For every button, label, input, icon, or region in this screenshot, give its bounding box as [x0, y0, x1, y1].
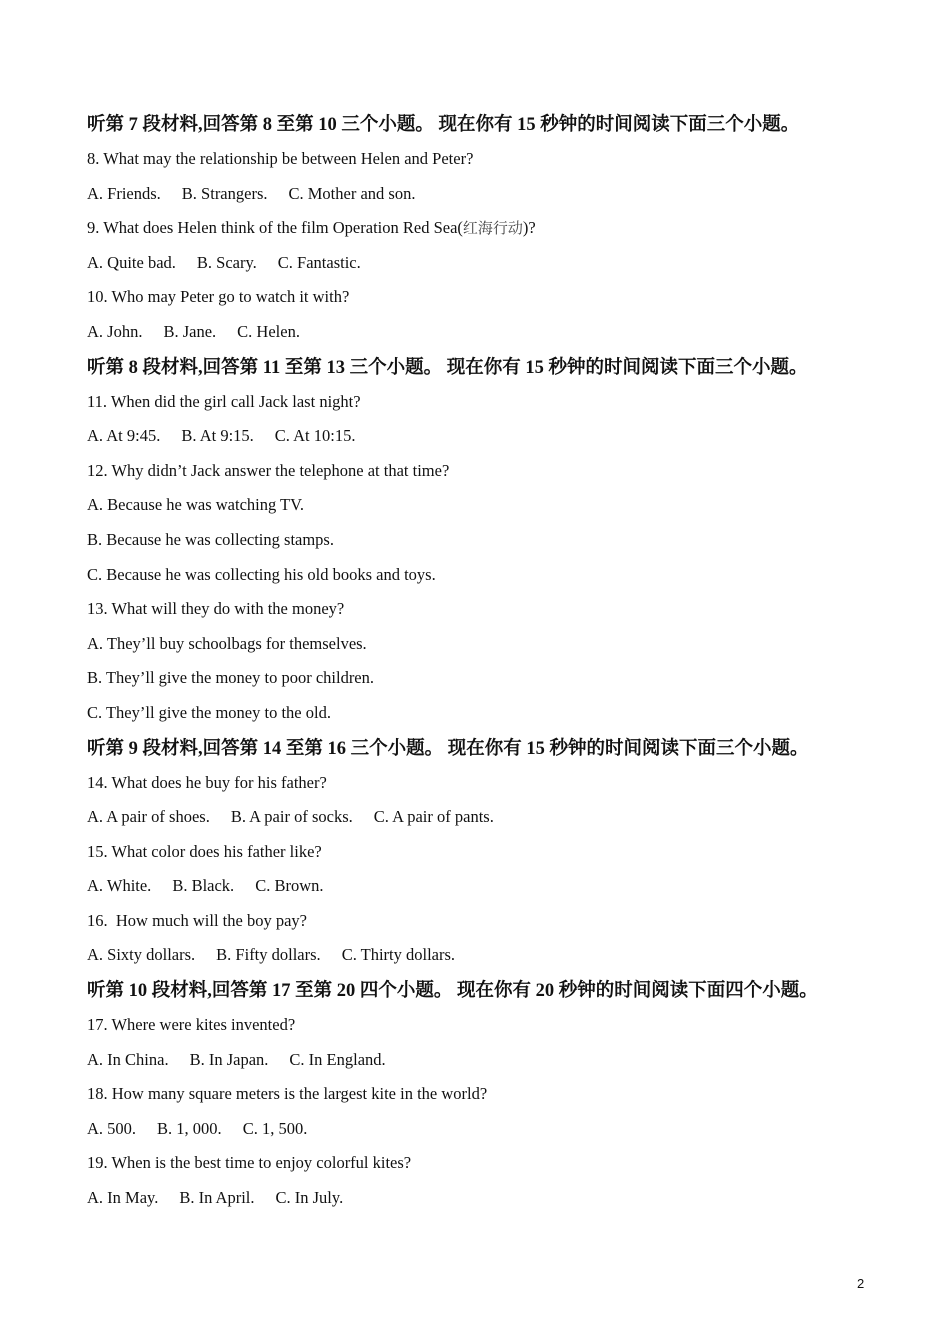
page-number: 2 [857, 1276, 865, 1291]
option-c: C. A pair of pants. [373, 807, 494, 827]
option-a: A. John. [87, 321, 143, 341]
option-a: A. 500. [87, 1118, 137, 1138]
option-a: A. In May. [87, 1188, 159, 1208]
option-a: A. In China. [87, 1049, 169, 1069]
question-text: 10. Who may Peter go to watch it with? [87, 287, 350, 307]
question-text: 16. How much will the boy pay? [87, 910, 307, 930]
option-c: C. Helen. [237, 321, 300, 341]
option-b: B. Scary. [196, 252, 257, 272]
option-row [87, 1188, 877, 1208]
option-row [87, 184, 877, 204]
option-c: C. In July. [275, 1188, 344, 1208]
option-b: B. Black. [172, 876, 235, 896]
option-c: C. 1, 500. [242, 1118, 308, 1138]
question-text: 15. What color does his father like? [87, 841, 322, 861]
option-a: A. They’ll buy schoolbags for themselves. [87, 633, 367, 653]
question-text-part: )? [522, 218, 536, 238]
option-b: B. Jane. [163, 321, 217, 341]
option-c: C. In England. [289, 1049, 386, 1069]
option-c: C. Because he was collecting his old books and toys. [87, 564, 436, 584]
section-heading: 听第 7 段材料,回答第 8 至第 10 三个小题。 现在你有 15 秒钟的时间阅读下面三个小题。 [87, 115, 800, 135]
option-b: B. Strangers. [181, 183, 268, 203]
option-row [87, 1119, 877, 1139]
option-a: A. At 9:45. [87, 426, 161, 446]
option-a: A. Sixty dollars. [87, 945, 196, 965]
question-text: 18. How many square meters is the largest kite in the world? [87, 1084, 488, 1104]
document-body [87, 114, 877, 1223]
option-a: A. Because he was watching TV. [87, 495, 305, 515]
option-row [87, 876, 877, 896]
question-text: 19. When is the best time to enjoy colorful kites? [87, 1153, 412, 1173]
option-row [87, 1050, 877, 1070]
option-a: A. White. [87, 876, 152, 896]
option-b: B. In April. [179, 1188, 255, 1208]
question-text-part: 9. What does Helen think of the film Operation Red Sea( [87, 218, 463, 238]
option-row [87, 807, 877, 827]
option-c: C. Mother and son. [288, 183, 416, 203]
option-c: C. They’ll give the money to the old. [87, 702, 331, 722]
option-b: B. At 9:15. [181, 426, 254, 446]
question-text: 11. When did the girl call Jack last night? [87, 391, 361, 411]
option-c: C. Fantastic. [277, 252, 361, 272]
option-row [87, 322, 877, 342]
option-a: A. Friends. [87, 183, 161, 203]
option-row [87, 253, 877, 273]
option-b: B. A pair of socks. [230, 807, 353, 827]
option-c: C. At 10:15. [274, 426, 356, 446]
question-text: 12. Why didn’t Jack answer the telephone at that time? [87, 460, 450, 480]
option-c: C. Thirty dollars. [341, 945, 456, 965]
option-row [87, 945, 877, 965]
question-text: 13. What will they do with the money? [87, 599, 345, 619]
option-a: A. Quite bad. [87, 252, 176, 272]
option-row [87, 426, 877, 446]
option-c: C. Brown. [255, 876, 324, 896]
question-text: 8. What may the relationship be between Helen and Peter? [87, 149, 474, 168]
section-heading: 听第 8 段材料,回答第 11 至第 13 三个小题。 现在你有 15 秒钟的时间阅读下面三个小题。 [87, 357, 808, 378]
question-text: 14. What does he buy for his father? [87, 772, 327, 792]
option-b: B. In Japan. [189, 1049, 269, 1069]
option-a: A. A pair of shoes. [87, 807, 210, 827]
option-b: B. Because he was collecting stamps. [87, 529, 334, 549]
section-heading: 听第 9 段材料,回答第 14 至第 16 三个小题。 现在你有 15 秒钟的时间阅读下面三个小题。 [87, 738, 809, 759]
question-text: 17. Where were kites invented? [87, 1015, 296, 1035]
question-text [87, 218, 877, 238]
section-heading: 听第 10 段材料,回答第 17 至第 20 四个小题。 现在你有 20 秒钟的时间阅读下面四个小题。 [87, 981, 818, 1002]
option-b: B. They’ll give the money to poor children. [87, 668, 375, 688]
option-b: B. Fifty dollars. [216, 945, 321, 965]
option-b: B. 1, 000. [157, 1118, 222, 1138]
film-title-chinese: 红海行动 [462, 219, 523, 238]
